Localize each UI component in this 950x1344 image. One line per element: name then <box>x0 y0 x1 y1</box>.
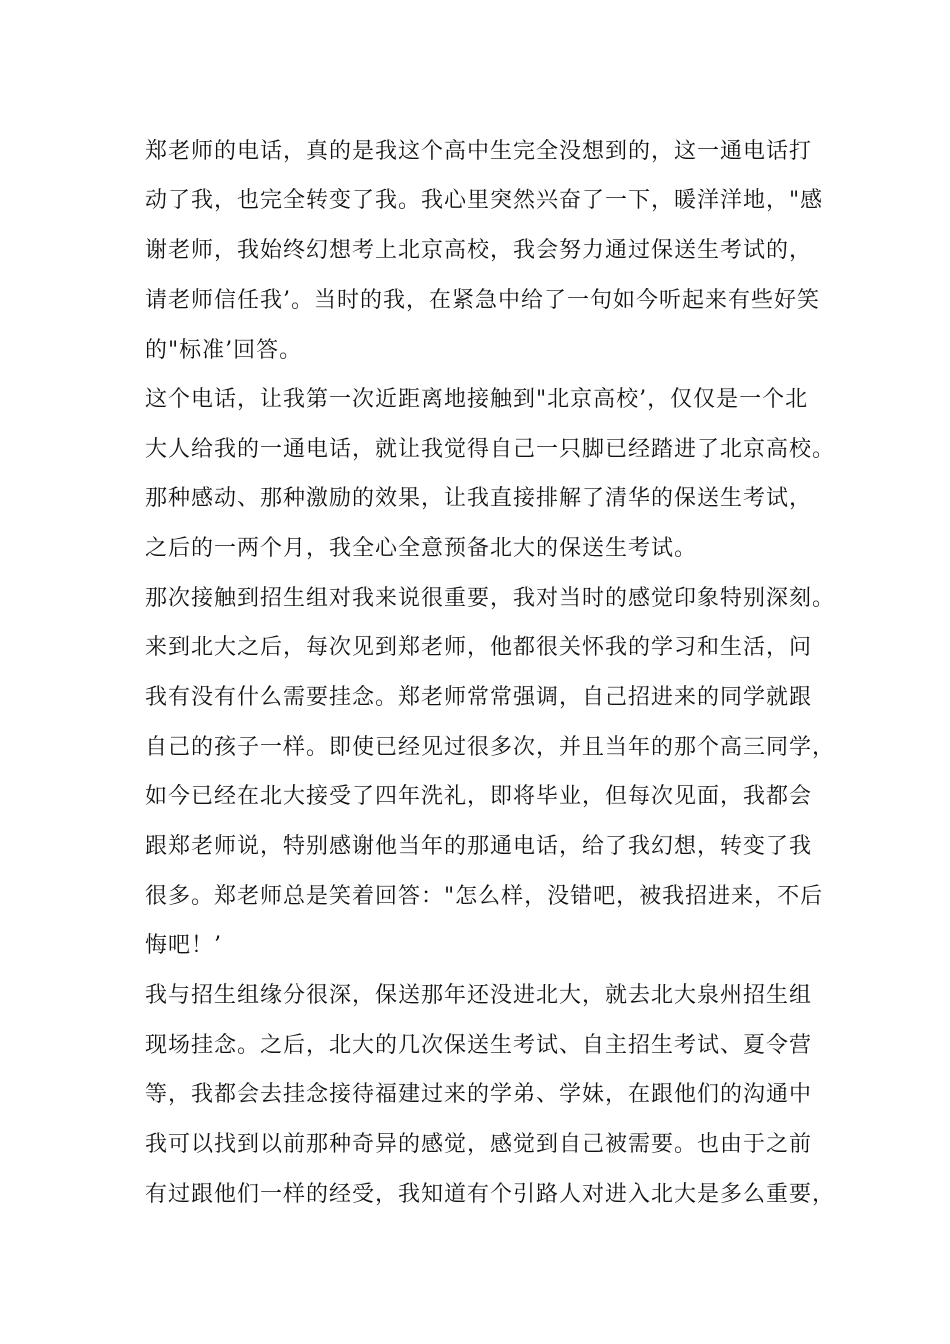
text-line: 来到北大之后，每次见到郑老师，他都很关怀我的学习和生活，问 <box>145 635 813 660</box>
text-line: 请老师信任我’。当时的我，在紧急中给了一句如今听起来有些好笑 <box>145 288 820 313</box>
text-line: 如今已经在北大接受了四年洗礼，即将毕业，但每次见面，我都会 <box>145 784 813 809</box>
text-line: 之后的一两个月，我全心全意预备北大的保送生考试。 <box>145 536 698 561</box>
text-line: 现场挂念。之后，北大的几次保送生考试、自主招生考试、夏令营 <box>145 1033 813 1058</box>
text-line: 等，我都会去挂念接待福建过来的学弟、学妹，在跟他们的沟通中 <box>145 1082 813 1107</box>
text-line: 悔吧！’ <box>145 933 222 958</box>
text-line: 我与招生组缘分很深，保送那年还没进北大，就去北大泉州招生组 <box>145 983 813 1008</box>
text-line: 有过跟他们一样的经受，我知道有个引路人对进入北大是多么重要， <box>145 1182 836 1207</box>
text-line: 自己的孩子一样。即使已经见过很多次，并且当年的那个高三同学， <box>145 735 836 760</box>
text-line: 动了我，也完全转变了我。我心里突然兴奋了一下，暖洋洋地，"感 <box>145 188 824 213</box>
text-line: 那种感动、那种激励的效果，让我直接排解了清华的保送生考试， <box>145 486 813 511</box>
text-line: 很多。郑老师总是笑着回答："怎么样，没错吧，被我招进来，不后 <box>145 884 824 909</box>
text-line: 跟郑老师说，特别感谢他当年的那通电话，给了我幻想，转变了我 <box>145 834 813 859</box>
text-line: 大人给我的一通电话，就让我觉得自己一只脚已经踏进了北京高校。 <box>145 437 836 462</box>
text-line: 的"标准’回答。 <box>145 338 303 363</box>
text-line: 谢老师，我始终幻想考上北京高校，我会努力通过保送生考试的， <box>145 238 813 263</box>
text-line: 郑老师的电话，真的是我这个高中生完全没想到的，这一通电话打 <box>145 139 813 164</box>
text-line: 这个电话，让我第一次近距离地接触到"北京高校’，仅仅是一个北 <box>145 387 809 412</box>
text-line: 我可以找到以前那种奇异的感觉，感觉到自己被需要。也由于之前 <box>145 1132 813 1157</box>
text-line: 我有没有什么需要挂念。郑老师常常强调，自己招进来的同学就跟 <box>145 685 813 710</box>
text-line: 那次接触到招生组对我来说很重要，我对当时的感觉印象特别深刻。 <box>145 586 836 611</box>
